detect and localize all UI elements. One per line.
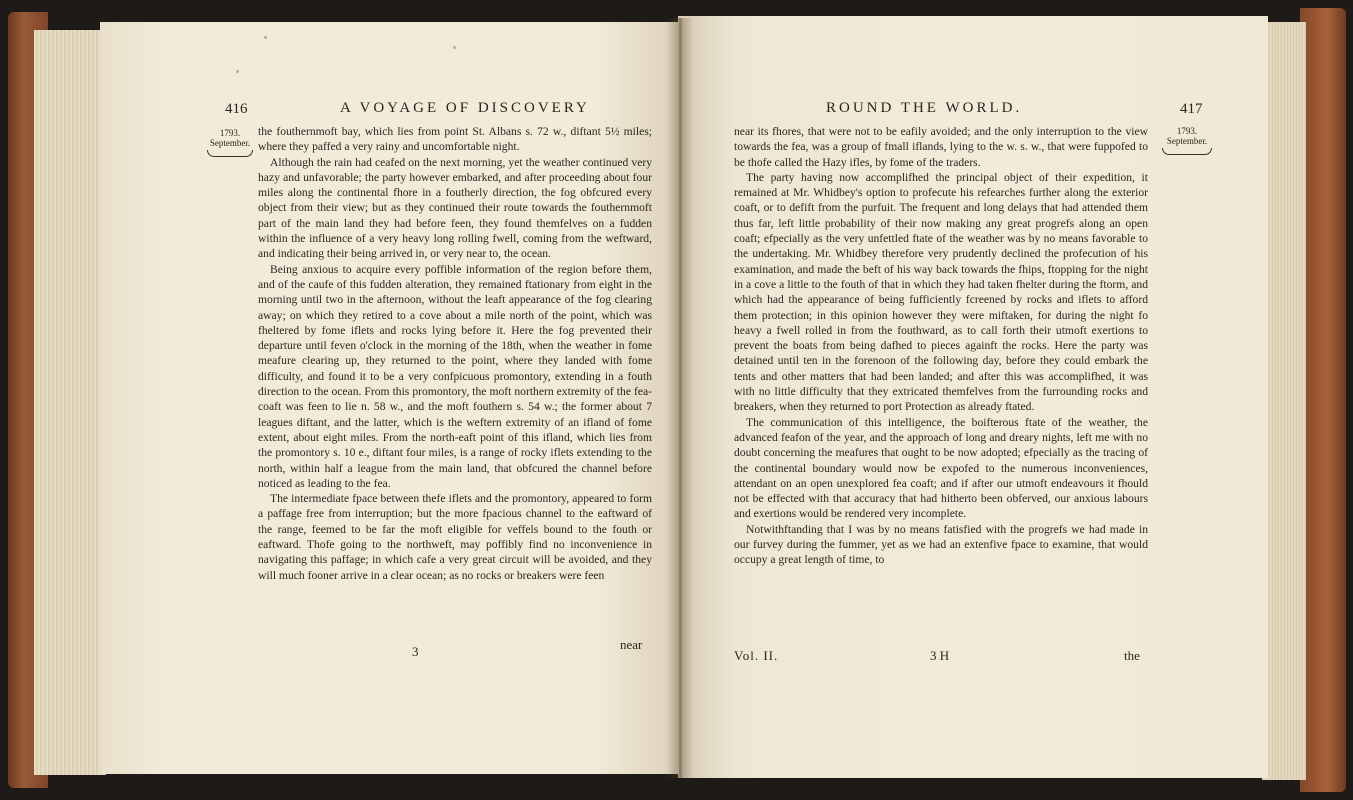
page-number-left: 416 — [225, 101, 248, 117]
margin-brace — [1162, 148, 1212, 155]
signature-mark-right: 3 H — [930, 648, 950, 663]
foxing-spot — [264, 36, 267, 39]
left-page-body — [258, 124, 652, 583]
margin-date-right — [1160, 126, 1214, 146]
signature-mark-left: 3 — [412, 644, 419, 659]
right-page-body — [734, 124, 1148, 568]
paragraph: near its fhores, that were not to be eafily avoided; and the only interruption to the view towards the fea, was a group of fmall iflands, lying to the w. s. w., that were fuppofed to be thofe called the Hazy ifles, by fome of the traders. — [734, 125, 1148, 169]
page-number-right: 417 — [1180, 101, 1203, 117]
margin-date-left — [205, 128, 255, 148]
foxing-spot — [236, 70, 239, 73]
page-edges-right — [1262, 22, 1306, 780]
book-gutter-shadow — [666, 18, 694, 778]
paragraph: The communication of this intelligence, the boifterous ftate of the weather, the advanced feafon of the year, and the approach of long and dreary nights, left me with no doubt concerning the meafures that ought to be now adopted; efpecially as the tracing of the continental boundary would now be expofed to the numerous inconveniences, attendant on an open unexplored fea coaft; and if after our utmoft endeavours it fhould not be effected with that accuracy that had hitherto been obferved, our anxious labours and exertions would be rendered very incomplete. — [734, 415, 1148, 521]
catchword-left: near — [620, 637, 643, 652]
catchword-right: the — [1124, 648, 1140, 663]
book-cover-right — [1300, 8, 1346, 792]
margin-year: 1793. — [219, 128, 241, 138]
paragraph: The intermediate fpace between thefe iflets and the promontory, appeared to form a paffage free from interruption; but the more fpacious channel to the eaftward of the range, feemed to be far the moft eligible for veffels bound to the fouth or eaftward. Thofe going to the northweft, may poffibly find no inconvenience in navigating this paffage; in which cafe a very great circuit will be avoided, and they will much fooner arrive in a clear ocean; as no rocks or breakers were feen — [258, 492, 652, 582]
paragraph: Although the rain had ceafed on the next morning, yet the weather continued very hazy and unfavorable; the party however embarked, and after proceeding about four miles along the continental fhore in a foutherly direction, the fog obfcured every object from their view; but as they continued their route towards the fouthernmoft part of the main land they had before feen, they found themfelves on a fudden within the influence of a very heavy long rolling fwell, coming from the weftward, and indicating their being arrived in, or very near to, the ocean. — [258, 155, 652, 261]
running-head-left: A VOYAGE OF DISCOVERY — [340, 100, 590, 116]
paragraph: the fouthernmoft bay, which lies from point St. Albans s. 72 w., diftant 5½ miles; where they paffed a very rainy and uncomfortable night. — [258, 125, 652, 154]
page-edges-left — [34, 30, 106, 775]
paragraph: The party having now accomplifhed the principal object of their expedition, it remained at Mr. Whidbey's option to profecute his refearches further along the exterior coaft, or to defift from the purfuit. The frequent and long delays that had attended them thus far, left little probability of their now making any great progrefs along an open coaft; efpecially as the very unfettled ftate of the weather was by no means favorable to the undertaking. Mr. Whidbey therefore very prudently declined the profecution of his examination, and made the beft of his way back towards the fhips, ftopping for the night in a cove a little to the fouth of that in which they had taken fhelter during the ftorm, and which had the appearance of being fufficiently fcreened by rocks and iflets to afford them protection; in this opinion however they were miftaken, for during the night fo heavy a fwell rolled in from the fouthward, as to call forth their utmoft exertions to prevent the boats from being dafhed to pieces againft the rocks. Here the party was detained until ten in the forenoon of the following day, before they could embark the tents and other matters that had been landed; and after this was accomplifhed, it was with no little difficulty that they extricated themfelves from the furrounding rocks and breakers, when they returned to port Protection as already ftated. — [734, 170, 1148, 414]
paragraph: Being anxious to acquire every poffible information of the region before them, and of the caufe of this fudden alteration, they remained ftationary from eight in the morning until two in the afternoon, without the leaft appearance of the fog clearing away; on which they retired to a cove about a mile north of the point, which was fheltered by fome iflets and rocks lying before it. Here the fog prevented their departure until feven o'clock in the morning of the 18th, when the weather in fome meafure clearing up, they returned to the point, where they landed with fome difficulty, and found it to be a very confpicuous promontory, extending in a fouth direction to the ocean. From this promontory, the moft northern extremity of the fea-coaft was feen to lie n. 58 w., and the moft fouthern s. 54 w.; the former about 7 leagues diftant, and the latter, which is the weftern extremity of an ifland of fome extent, about eight miles. From the north-eaft point of this ifland, which lies from the promontory s. 10 e., diftant four miles, is a range of rocky iflets extending to the north, within half a league from the main land, that obfcured the channel before noticed as leading to the fea. — [258, 262, 652, 490]
margin-year: 1793. — [1176, 126, 1198, 136]
margin-month: September. — [209, 138, 251, 148]
running-head-right: ROUND THE WORLD. — [826, 100, 1023, 116]
paragraph: Notwithftanding that I was by no means fatisfied with the progrefs we had made in our furvey during the fummer, yet as we had an extenfive fpace to examine, that would occupy a great length of time, to — [734, 522, 1148, 567]
volume-label: Vol. II. — [734, 648, 779, 663]
foxing-spot — [453, 46, 456, 49]
margin-month: September. — [1166, 136, 1208, 146]
margin-brace — [207, 150, 253, 157]
